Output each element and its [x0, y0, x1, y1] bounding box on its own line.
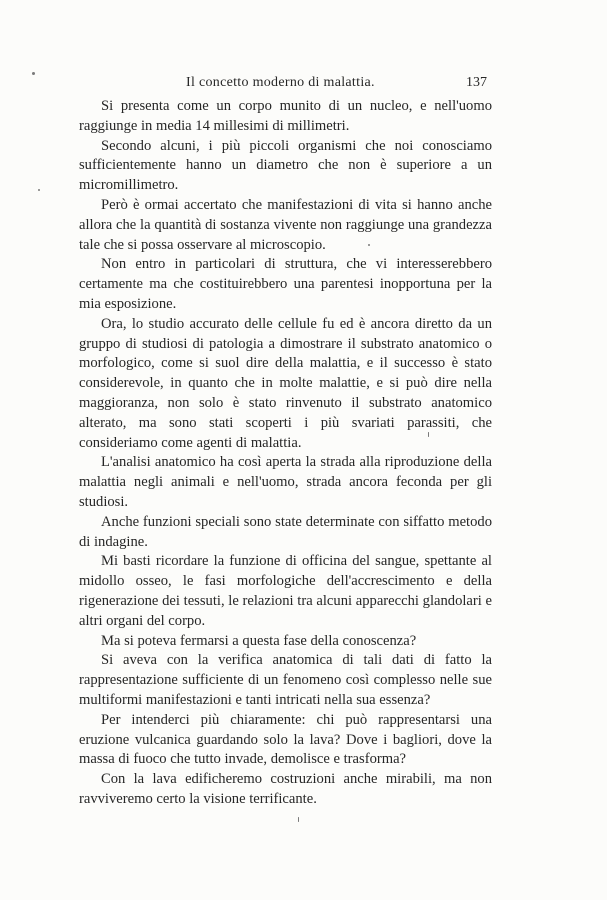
paragraph: Anche funzioni speciali sono state determinate con siffatto metodo di indagine.: [79, 513, 492, 550]
paragraph: Secondo alcuni, i più piccoli organismi che noi conosciamo sufficientemente hanno un diametro che non è superiore a un micromillimetro.: [79, 137, 492, 194]
paper-speck: [38, 189, 40, 191]
paragraph: Ma si poteva fermarsi a questa fase della conoscenza?: [101, 632, 417, 649]
running-title: Il concetto moderno di malattia.: [186, 75, 375, 90]
paragraph: Ora, lo studio accurato delle cellule fu ed è ancora diretto da un gruppo di studiosi di patologia a dimostrare il substrato anatomico o morfologico, come si suol dire della malattia, e il successo è stato considerevole, in quanto che in molte malattie, e si può dire nella maggioranza, non solo è stato rinvenuto il substrato anatomico alterato, ma sono stati scoperti i più svariati parassiti, che consideriamo come agenti di malattia.: [79, 315, 492, 451]
paragraph: Si presenta come un corpo munito di un nucleo, e nell'uomo raggiunge in media 14 millesimi di millimetri.: [79, 98, 492, 134]
paper-speck: [32, 72, 35, 75]
paragraph: L'analisi anatomico ha così aperta la strada alla riproduzione della malattia negli animali e nell'uomo, strada ancora feconda per gli studiosi.: [79, 454, 492, 510]
paragraph: Per intenderci più chiaramente: chi può rappresentarsi una eruzione vulcanica guardando solo la lava? Dove i bagliori, dove la massa di fuoco che tutto invade, demolisce e trasforma?: [79, 711, 492, 768]
paper-speck: [298, 817, 299, 822]
running-header: [0, 75, 607, 95]
paper-speck: [428, 432, 429, 437]
paragraph: Si aveva con la verifica anatomica di tali dati di fatto la rappresentazione sufficiente di un fenomeno così complesso nelle sue multiformi manifestazioni e tanti intricati nella sua essenza?: [79, 652, 492, 708]
paragraph: Non entro in particolari di struttura, che vi interesserebbero certamente ma che costituirebbero una parentesi inopportuna per la mia esposizione.: [79, 256, 492, 312]
paragraph: Mi basti ricordare la funzione di officina del sangue, spettante al midollo osseo, le fasi morfologiche dell'accrescimento e della rigenerazione dei tessuti, le relazioni tra alcuni apparecchi glandolari e altri organi del corpo.: [79, 553, 492, 629]
body-text: [79, 97, 492, 810]
paragraph: Però è ormai accertato che manifestazioni di vita si hanno anche allora che la quantità di sostanza vivente non raggiunge una grandezza tale che si possa osservare al microscopio.: [79, 196, 492, 253]
paragraph: Con la lava edificheremo costruzioni anche mirabili, ma non ravviveremo certo la visione terrificante.: [79, 771, 492, 807]
page-number: 137: [466, 75, 487, 90]
paper-speck: [368, 244, 370, 246]
